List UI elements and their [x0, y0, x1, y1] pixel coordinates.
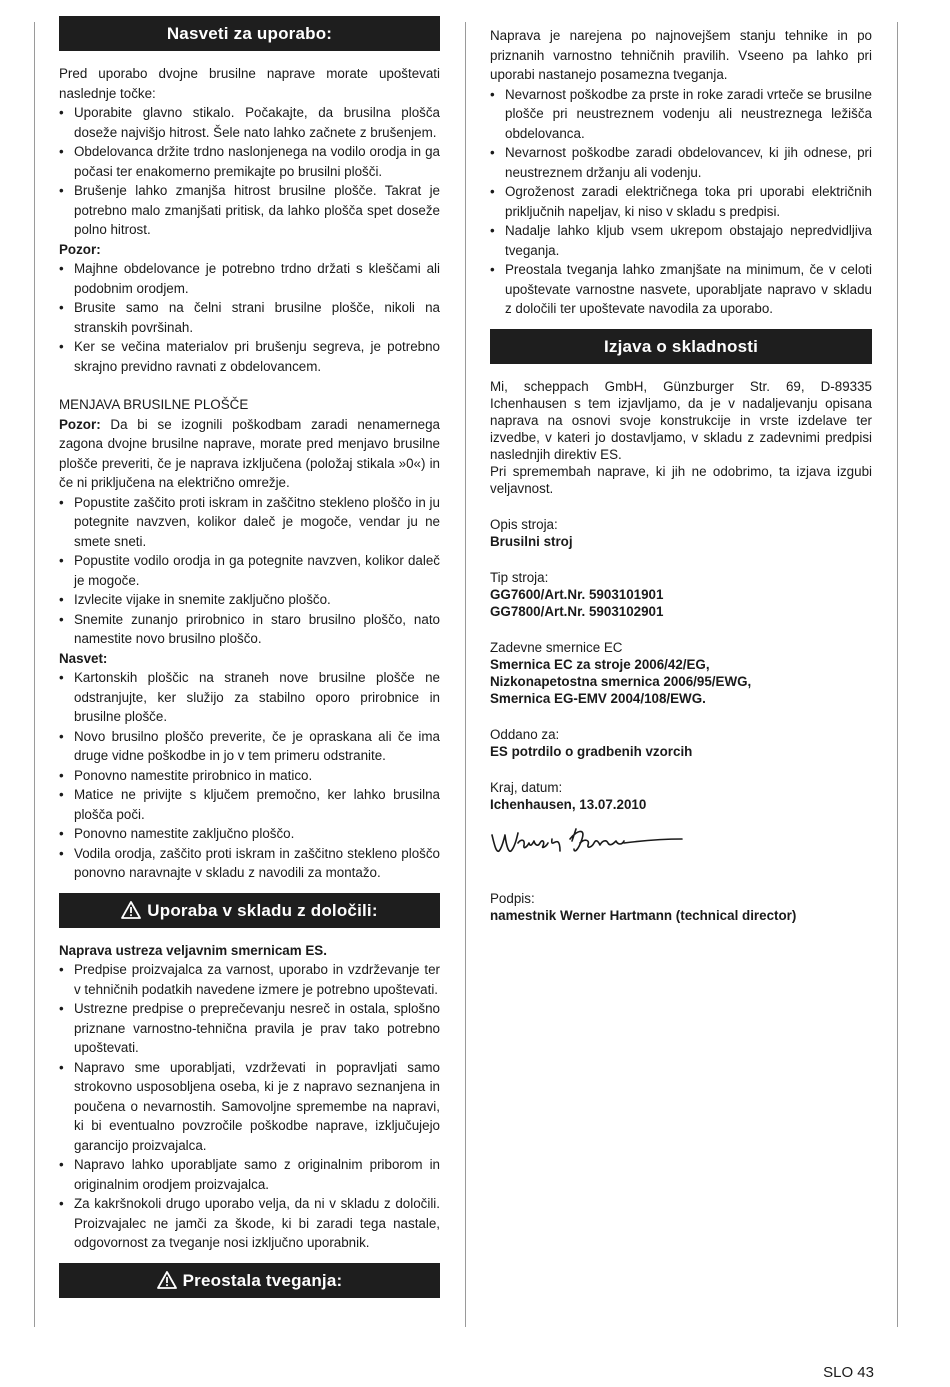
list-item: • Brušenje lahko zmanjša hitrost brusilne plošče. Takrat je potrebno malo zmanjšati pritisk, da lahko plošča spet doseže polno hitrost.	[59, 181, 440, 240]
tip-value: GG7800/Art.Nr. 5903102901	[490, 603, 664, 619]
nasveti-list	[59, 103, 440, 240]
list-item: • Obdelovanca držite trdno naslonjenega na vodilo orodja in ga počasi ter enakomerno premikajte po brusilni plošči.	[59, 142, 440, 181]
menjava-title: MENJAVA BRUSILNE PLOŠČE	[59, 397, 249, 412]
menjava-list	[59, 493, 440, 649]
signature-image	[490, 821, 690, 861]
uporaba-heading-text: Uporaba v skladu z določili:	[147, 900, 378, 920]
list-item: • Predpise proizvajalca za varnost, uporabo in vzdrževanje ter v tehničnih podatkih navedene izmere je potrebno upoštevati.	[59, 960, 440, 999]
list-item: • Preostala tveganja lahko zmanjšate na minimum, če v celoti upoštevate varnostne nasvete, uporabljate napravo v skladu z določili ter upoštevate navodila za uporabo.	[490, 260, 872, 319]
oddano-value: ES potrdilo o gradbenih vzorcih	[490, 743, 693, 759]
list-item: • Ponovno namestite prirobnico in matico.	[59, 766, 440, 786]
menjava-pozor-label: Pozor:	[59, 416, 101, 432]
list-item: • Snemite zunanjo prirobnico in staro brusilno ploščo, nato namestite novo brusilno ploščo.	[59, 610, 440, 649]
list-item: • Napravo sme uporabljati, vzdrževati in popravljati samo strokovno usposobljena oseba, ki je z napravo seznanjena in poučena o nevarnostih. Samovoljne spremembe na napravi, ki bi eventualno povzročile poškodbe naprave, izključujejo garancijo proizvajalca.	[59, 1058, 440, 1156]
warning-triangle-icon	[157, 1266, 177, 1301]
opis-label: Opis stroja:	[490, 516, 558, 532]
list-item: • Ustrezne predpise o preprečevanju nesreč in ostala, splošno priznane varnostno-tehnična pravila je prav tako potrebno upoštevati.	[59, 999, 440, 1058]
list-item: • Ker se večina materialov pri brušenju segreva, je potrebno skrajno previdno ravnati z obdelovancem.	[59, 337, 440, 376]
list-item: • Vodila orodja, zaščito proti iskram in zaščitno stekleno ploščo ponovno naravnajte v skladu z navodili za montažo.	[59, 844, 440, 883]
list-item: • Popustite zaščito proti iskram in zaščitno stekleno ploščo in ju potegnite navzven, kolikor daleč je mogoče, vendar ju ne smete sneti.	[59, 493, 440, 552]
right-border-line	[897, 22, 898, 1327]
podpis-value: namestnik Werner Hartmann (technical director)	[490, 907, 797, 923]
kraj-value: Ichenhausen, 13.07.2010	[490, 796, 647, 812]
tip-label: Tip stroja:	[490, 569, 549, 585]
list-item: • Nevarnost poškodbe zaradi obdelovancev, ki jih odnese, pri neustreznem držanju ali vodenju.	[490, 143, 872, 182]
list-item: • Ogroženost zaradi električnega toka pri uporabi električnih priključnih napeljav, ki niso v skladu s predpisi.	[490, 182, 872, 221]
pozor-label: Pozor:	[59, 241, 101, 257]
smernice-value: Nizkonapetostna smernica 2006/95/EWG,	[490, 673, 752, 689]
list-item: • Za kakršnokoli drugo uporabo velja, da ni v skladu z določili. Proizvajalec ne jamči za škode, ki bi zaradi tega nastale, odgovornost za tveganje nosi izključno uporabnik.	[59, 1194, 440, 1253]
section-heading-izjava: Izjava o skladnosti	[490, 329, 872, 364]
declaration-block	[490, 378, 872, 924]
tveganja-intro: Naprava je narejena po najnovejšem stanju tehnike in po priznanih varnostno tehničnih pravilih. Vseeno pa lahko pri uporabi nastanejo posamezna tveganja.	[490, 28, 872, 82]
pozor-list	[59, 259, 440, 376]
nasvet-label: Nasvet:	[59, 650, 108, 666]
section-heading-uporaba	[59, 893, 440, 928]
nasveti-intro: Pred uporabo dvojne brusilne naprave morate upoštevati naslednje točke:	[59, 66, 440, 101]
preostala-heading-text: Preostala tveganja:	[182, 1270, 343, 1290]
uporaba-list	[59, 960, 440, 1253]
smernice-value: Smernica EG-EMV 2004/108/EWG.	[490, 690, 706, 706]
right-column	[490, 26, 872, 924]
section-heading-nasveti: Nasveti za uporabo:	[59, 16, 440, 51]
kraj-label: Kraj, datum:	[490, 779, 563, 795]
uporaba-lead: Naprava ustreza veljavnim smernicam ES.	[59, 942, 327, 958]
center-divider-line	[465, 22, 466, 1327]
left-column	[59, 16, 440, 1298]
declaration-text: Mi, scheppach GmbH, Günzburger Str. 69, D-89335 Ichenhausen s tem izjavljamo, da je v nadaljevanju opisana naprava na osnovi svoje konstrukcije in vrste izdelave ter izvedbe, v kateri jo dostavljamo, v skladu z zadevnimi predpisi naslednjih direktiv ES.	[490, 378, 872, 462]
list-item: • Matice ne privijte s ključem premočno, ker lahko brusilna plošča poči.	[59, 785, 440, 824]
oddano-label: Oddano za:	[490, 726, 560, 742]
list-item: • Majhne obdelovance je potrebno trdno držati s kleščami ali podobnim orodjem.	[59, 259, 440, 298]
left-border-line	[34, 22, 35, 1327]
section-heading-preostala	[59, 1263, 440, 1298]
menjava-pozor-text: Da bi se izognili poškodbam zaradi nenamernega zagona dvojne brusilne naprave, morate pred menjavo brusilne plošče preveriti, če je naprava izključena (položaj stikala »0«) in če ni priključena na električno omrežje.	[59, 416, 440, 490]
nasvet-list	[59, 668, 440, 883]
list-item: • Novo brusilno ploščo preverite, če je opraskana ali če ima druge vidne poškodbe in jo v tem primeru odstranite.	[59, 727, 440, 766]
list-item: • Kartonskih ploščic na straneh nove brusilne plošče ne odstranjujte, ker služijo za stabilno oporo prirobnice in brusilne plošče.	[59, 668, 440, 727]
list-item: • Ponovno namestite zaključno ploščo.	[59, 824, 440, 844]
tip-value: GG7600/Art.Nr. 5903101901	[490, 586, 664, 602]
list-item: • Uporabite glavno stikalo. Počakajte, da brusilna plošča doseže najvišjo hitrost. Šele nato lahko začnete z brušenjem.	[59, 103, 440, 142]
list-item: • Izvlecite vijake in snemite zaključno ploščo.	[59, 590, 440, 610]
list-item: • Brusite samo na čelni strani brusilne plošče, nikoli na stranskih površinah.	[59, 298, 440, 337]
list-item: • Nevarnost poškodbe za prste in roke zaradi vrteče se brusilne plošče pri neustreznem vodenju ali neustreznega ležišča obdelovanca.	[490, 85, 872, 144]
menjava-warning	[59, 415, 440, 493]
list-item: • Popustite vodilo orodja in ga potegnite navzven, kolikor daleč je mogoče.	[59, 551, 440, 590]
opis-value: Brusilni stroj	[490, 533, 573, 549]
smernice-value: Smernica EC za stroje 2006/42/EG,	[490, 656, 710, 672]
page-number: SLO 43	[823, 1364, 874, 1381]
list-item: • Nadalje lahko kljub vsem ukrepom obstajajo nepredvidljiva tveganja.	[490, 221, 872, 260]
podpis-label: Podpis:	[490, 890, 535, 906]
warning-triangle-icon	[121, 896, 141, 931]
list-item: • Napravo lahko uporabljate samo z originalnim priborom in originalnim orodjem proizvajalca.	[59, 1155, 440, 1194]
smernice-label: Zadevne smernice EC	[490, 639, 623, 655]
tveganja-list	[490, 85, 872, 319]
declaration-validity: Pri spremembah naprave, ki jih ne odobrimo, ta izjava izgubi veljavnost.	[490, 463, 872, 496]
